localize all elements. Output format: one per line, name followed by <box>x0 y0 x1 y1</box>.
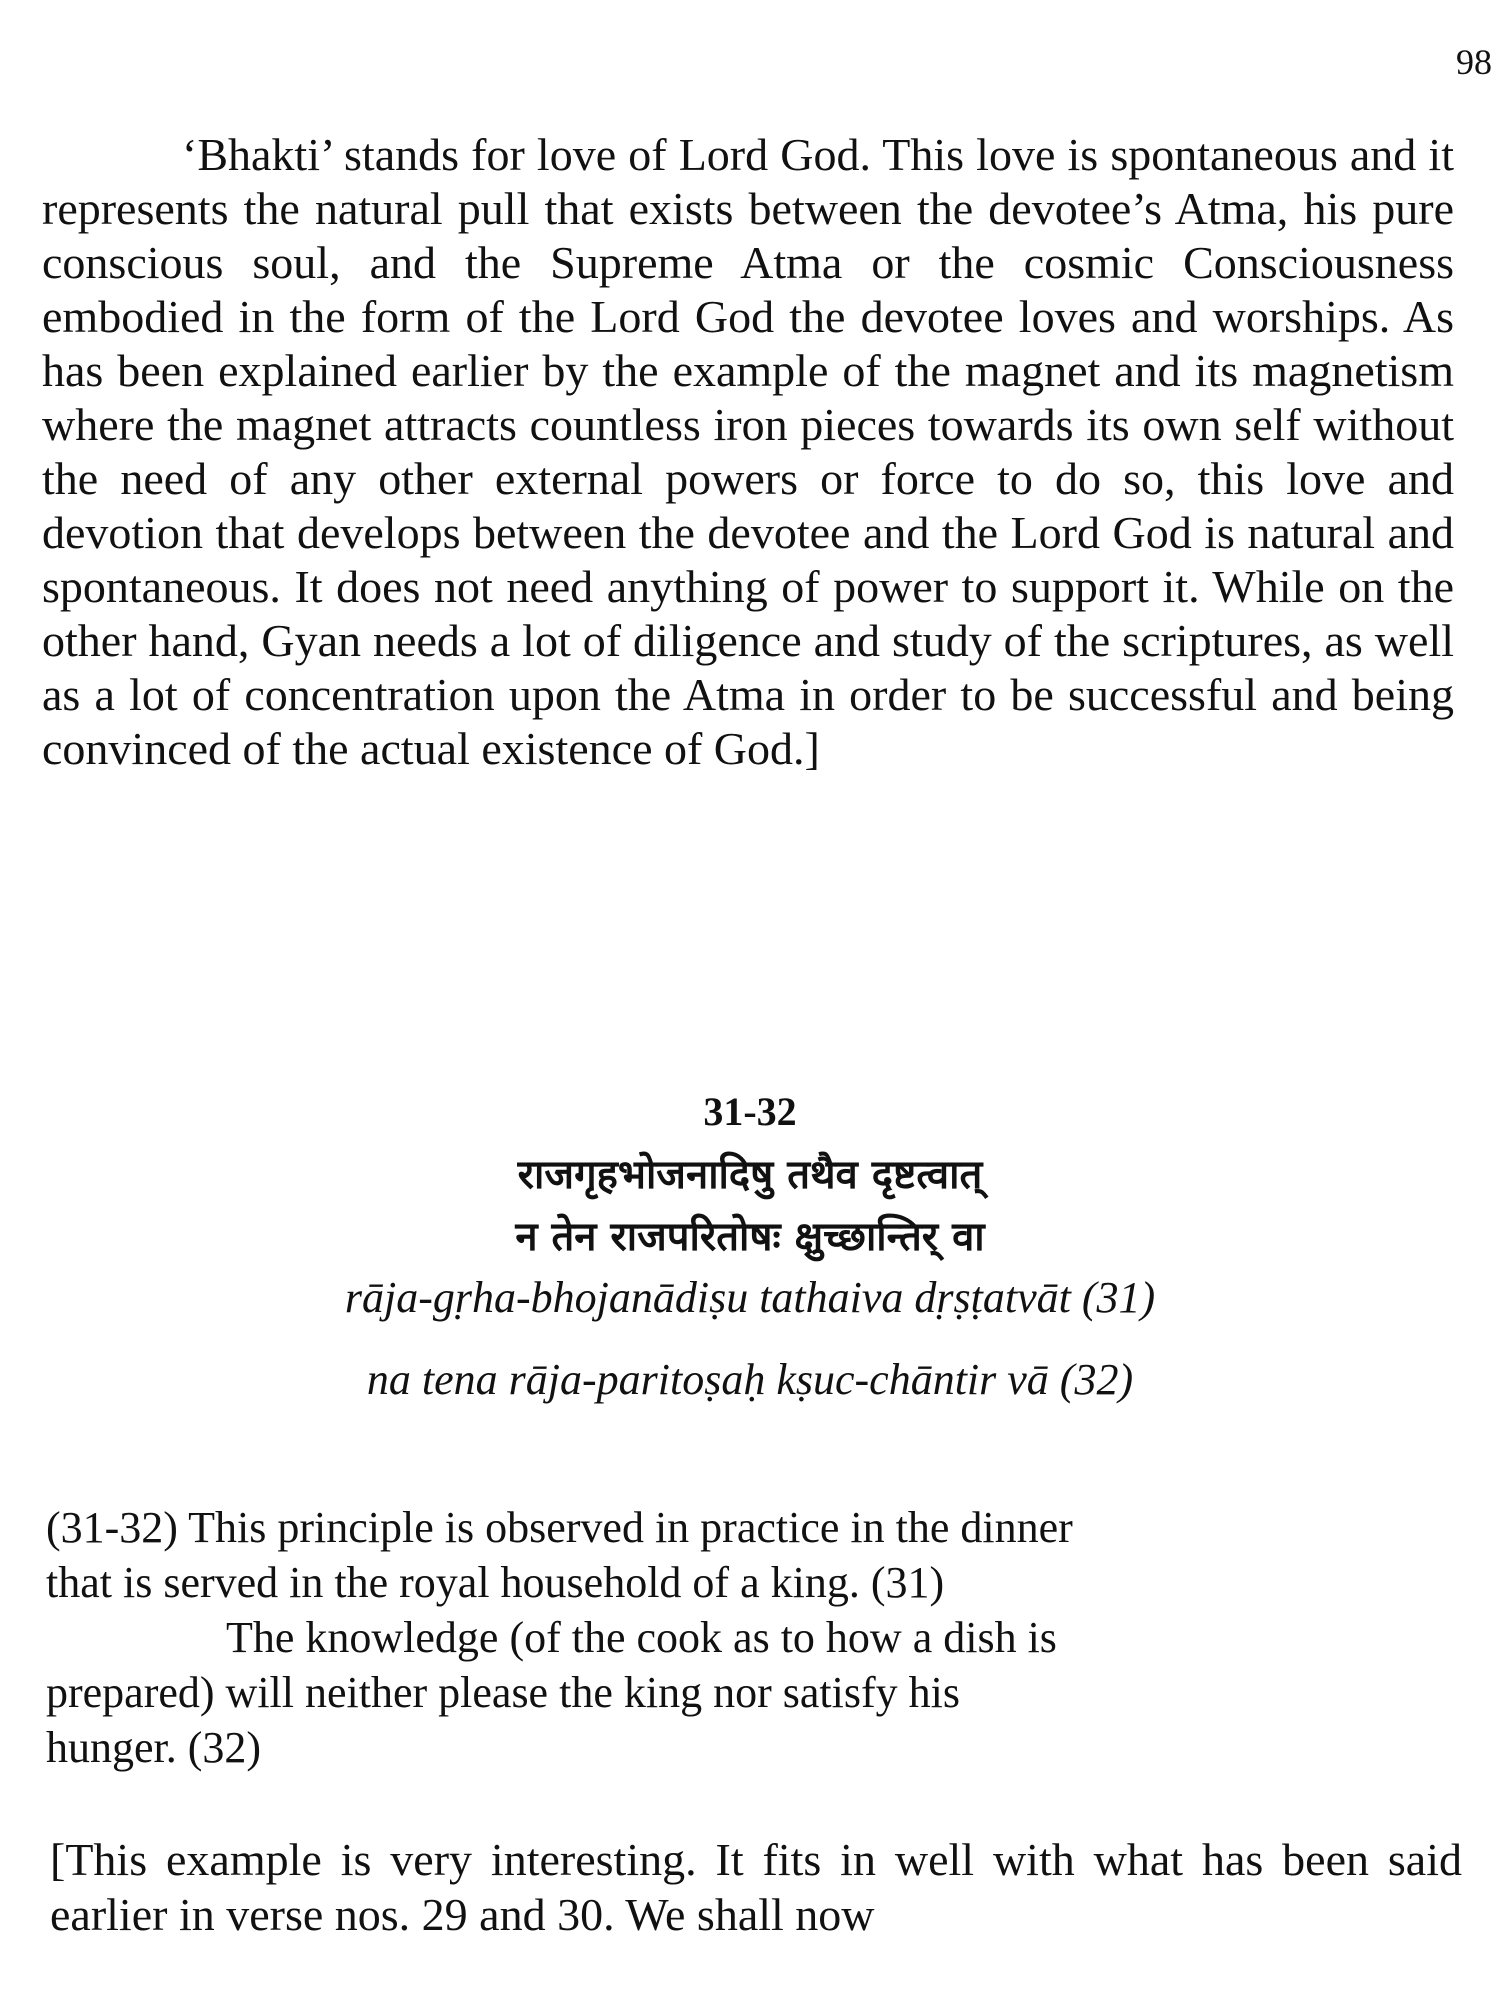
translation-line-3-text: The knowledge (of the cook as to how a dish is <box>226 1613 1057 1662</box>
translation-line-4: prepared) will neither please the king nor satisfy his <box>46 1668 960 1717</box>
translation-line-2: that is served in the royal household of a king. (31) <box>46 1558 945 1607</box>
translation-line-5: hunger. (32) <box>46 1723 262 1772</box>
translation-paragraph <box>46 1500 1456 1775</box>
sanskrit-line-1: राजगृहभोजनादिषु तथैव दृष्टत्वात् <box>517 1152 983 1198</box>
verse-block <box>0 1088 1500 1406</box>
transliteration-line-2: na tena rāja-paritoṣaḥ kṣuc-chāntir vā (32) <box>366 1355 1134 1404</box>
translation-line-1: (31-32) This principle is observed in practice in the dinner <box>46 1503 1073 1552</box>
example-paragraph: [This example is very interesting. It fits in well with what has been said earlier in verse nos. 29 and 30. We shall now <box>50 1834 1462 1940</box>
transliteration-line-1: rāja-gṛha-bhojanādiṣu tathaiva dṛṣṭatvāt (31) <box>344 1273 1156 1322</box>
translation-line-3 <box>46 1610 1456 1665</box>
page-number: 98 <box>1456 42 1492 82</box>
verse-number: 31-32 <box>703 1089 797 1134</box>
bhakti-paragraph <box>42 128 1454 776</box>
bhakti-paragraph-text: ‘Bhakti’ stands for love of Lord God. This love is spontaneous and it represents the natural pull that exists between the devotee’s Atma, his pure conscious soul, and the Supreme Atma or the cosmic Consciousness embodied in the form of the Lord God the devotee loves and worships. As has been explained earlier by the example of the magnet and its magnetism where the magnet attracts countless iron pieces towards its own self without the need of any other external powers or force to do so, this love and devotion that develops between the devotee and the Lord God is natural and spontaneous. It does not need anything of power to support it. While on the other hand, Gyan needs a lot of diligence and study of the scriptures, as well as a lot of concentration upon the Atma in order to be successful and being convinced of the actual existence of God.] <box>42 129 1454 774</box>
sanskrit-line-2: न तेन राजपरितोषः क्षुच्छान्तिर् वा <box>515 1214 985 1260</box>
